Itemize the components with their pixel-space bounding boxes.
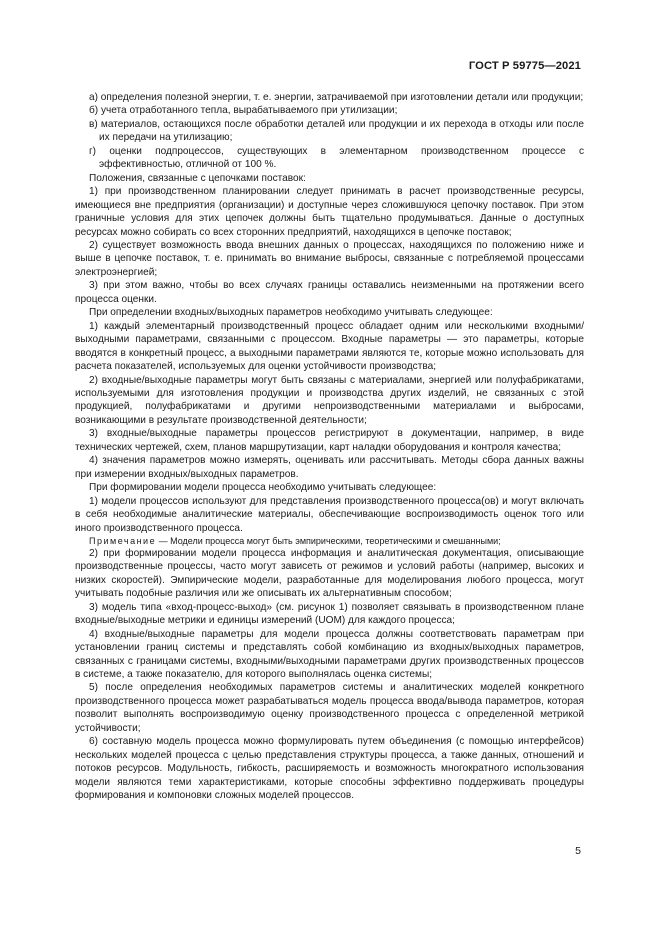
paragraph: 1) при производственном планировании следует принимать в расчет производственные ресурсы, имеющиеся вне предприятия (организации) и доступные через сложившуюся цепочку поставок. При этом граничные условия для этих цепочек должны быть тщательно продумываться. Данные о доступных ресурсах можно собирать со всех сторонних предприятий, находящихся в цепочке поставок; (75, 186, 584, 238)
paragraph: 3) входные/выходные параметры процессов регистрируют в документации, например, в виде технических чертежей, схем, планов маршрутизации, карт наладки оборудования и контроля качества; (75, 428, 584, 453)
list-item-text: г) оценки подпроцессов, существующих в элементарном производственном процессе с эффективностью, отличной от 100 %. (89, 145, 584, 171)
paragraph: 2) существует возможность ввода внешних данных о процессах, находящихся по положению ниже и выше в цепочке поставок, т. е. принимать во внимание выбросы, связанные с потребляемой процессами электроэнергией; (75, 239, 584, 278)
paragraph: 4) значения параметров можно измерять, оценивать или рассчитывать. Методы сбора данных важны при измерении входных/выходных параметров. (75, 455, 584, 480)
standard-id: ГОСТ Р 59775—2021 (468, 60, 581, 72)
list-item (75, 91, 584, 104)
note-label: Примечание (89, 535, 157, 546)
paragraph: 1) модели процессов используют для представления производственного процесса(ов) и могут включать в себя необходимые аналитические материалы, обеспечивающие воспроизводимость оценок того или иного производственного процесса. (75, 495, 584, 534)
list-item-text: б) учета отработанного тепла, вырабатываемого при утилизации; (89, 105, 398, 117)
paragraph: При определении входных/выходных параметров необходимо учитывать следующее: (89, 307, 493, 319)
list-item (75, 104, 584, 117)
list-item-text: в) материалов, остающихся после обработки деталей или продукции и их перехода в отходы или после их передачи на утилизацию; (89, 118, 584, 144)
paragraph: Положения, связанные с цепочками поставок: (89, 172, 306, 184)
paragraph: 2) входные/выходные параметры могут быть связаны с материалами, энергией или полуфабрикатами, используемыми для изготовления продукции и производства других изделий, не связанных с этой продукцией, полуфабрикатами и другими непроизводственными материалами и выбросами, возникающими в результате производственной деятельности; (75, 374, 584, 426)
paragraph: 5) после определения необходимых параметров системы и аналитических моделей конкретного производственного процесса может разрабатываться модель процесса ввода/вывода параметров, которая позволит выполнять воспроизводимую оценку производственного процесса с определенной метрикой устойчивости; (75, 682, 584, 734)
paragraph: 3) при этом важно, чтобы во всех случаях границы оставались неизменными на протяжении всего процесса оценки. (75, 280, 584, 305)
list-item (75, 145, 584, 172)
document-body (75, 91, 584, 803)
paragraph: 3) модель типа «вход-процесс-выход» (см. рисунок 1) позволяет связывать в производственном плане входные/выходные метрики и единицы измерений (UOM) для каждого процесса; (75, 601, 584, 627)
paragraph: 1) каждый элементарный производственный процесс обладает одним или несколькими входными/ выходными параметрами, связанными с процессом. Входные параметры — это параметры, которые вводятся в конкретный процесс, а выходными параметрами являются те, которые можно использовать для расчета показателей, используемых для оценки устойчивости производства; (75, 320, 584, 373)
note-text: — Модели процесса могут быть эмпирическими, теоретическими и смешанными; (158, 535, 501, 546)
list-item (75, 118, 584, 145)
list-item-text: а) определения полезной энергии, т. е. энергии, затрачиваемой при изготовлении детали или продукции; (89, 92, 584, 103)
paragraph: 2) при формировании модели процесса информация и аналитическая документация, описывающие производственные процессы, часто могут зависеть от режимов и условий работы (например, высоких и низких скоростей). Эмпирические модели, разработанные для моделирования любого процесса, могут учитывать подобные различия или же описывать их альтернативным способом; (75, 547, 584, 600)
note (75, 535, 584, 547)
paragraph: 4) входные/выходные параметры для модели процесса должны соответствовать параметрам при установлении границ системы и представлять собой комбинацию из входных/выходных параметров, связанных с границами системы, входными/выходными параметрами других производственных процессов в системе, а также показателю, для которого выполнялась оценка системы; (75, 628, 584, 681)
page-number: 5 (575, 845, 581, 857)
paragraph: 6) составную модель процесса можно формулировать путем объединения (с помощью интерфейсов) нескольких моделей процесса с целью представления структуры процесса, а также данных, отношений и потоков ресурсов. Модульность, гибкость, расширяемость и возможность многократного использования модели являются теми характеристиками, которые способны эффективно поддерживать процедуры формирования и компоновки сложных моделей процессов. (75, 736, 584, 802)
paragraph: При формировании модели процесса необходимо учитывать следующее: (89, 482, 437, 494)
